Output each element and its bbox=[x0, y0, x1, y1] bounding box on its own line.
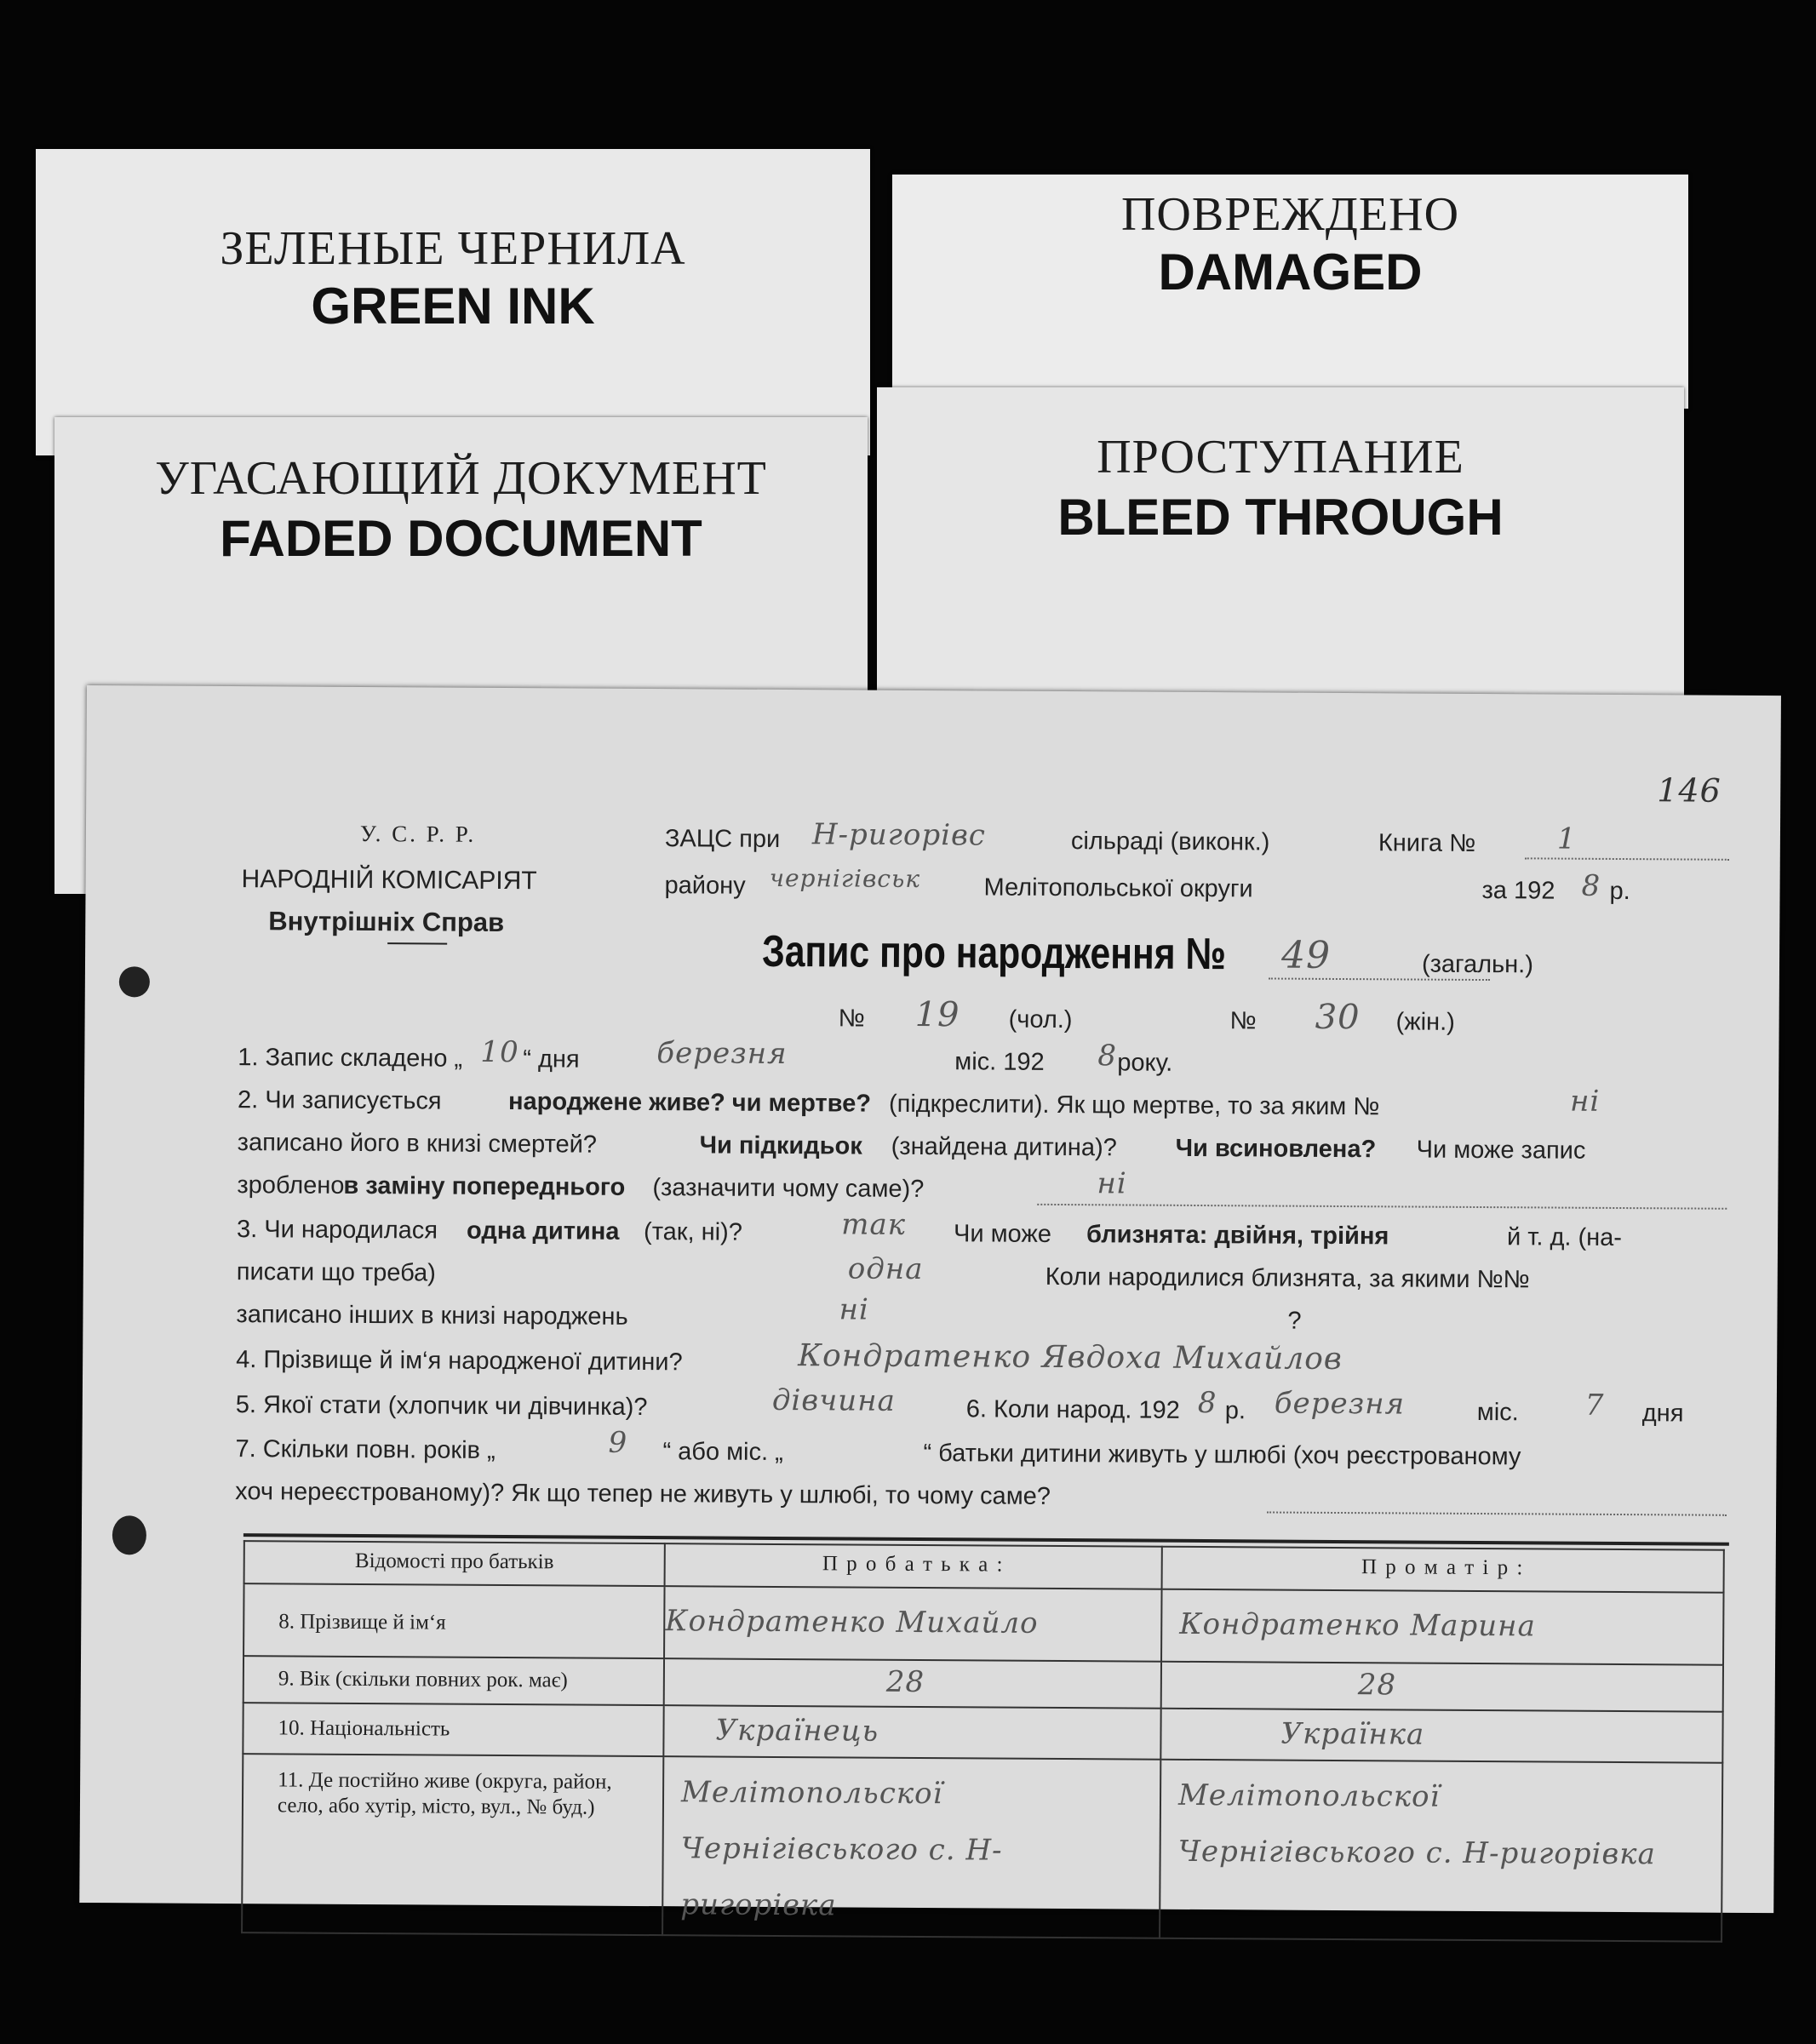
q1-day-suffix: “ дня bbox=[523, 1045, 580, 1074]
table-head-father: П р о б а т ь к а : bbox=[665, 1543, 1162, 1589]
q7-months-label: “ або міс. „ bbox=[662, 1438, 783, 1467]
q6-year-suffix: р. bbox=[1224, 1397, 1246, 1425]
silradi-label: сільраді (виконк.) bbox=[1070, 827, 1270, 856]
zags-label: ЗАЦС при bbox=[664, 825, 781, 853]
rayon-value: чернігівськ bbox=[769, 863, 921, 893]
q1-year-label: міс. 192 bbox=[954, 1048, 1045, 1076]
table-head-info: Відомості про батьків bbox=[244, 1541, 665, 1586]
zags-value: Н-ригорівс bbox=[811, 817, 987, 853]
q5-label: 5. Якої стати (хлопчик чи дівчинка)? bbox=[235, 1391, 648, 1422]
q6-year: 8 bbox=[1197, 1385, 1217, 1421]
father-residence: Мелітопольскої Чернігівського с. Н-ригорівка bbox=[680, 1775, 1003, 1923]
female-no-label: № bbox=[1229, 1007, 1257, 1035]
male-no-label: № bbox=[838, 1005, 865, 1033]
male-number: 19 bbox=[914, 994, 960, 1035]
damaged-target-card bbox=[892, 175, 1688, 409]
bleed-through-ru: ПРОСТУПАНИЕ bbox=[1097, 431, 1464, 484]
q3-line3-value: ні bbox=[839, 1292, 869, 1327]
q7-years: 9 bbox=[608, 1425, 628, 1460]
q2-alive-dead: народжене живе? чи мертве? bbox=[507, 1088, 872, 1118]
book-value: 1 bbox=[1556, 822, 1577, 856]
year-value: 8 bbox=[1581, 868, 1601, 903]
q2-foundling-note: (знайдена дитина)? bbox=[891, 1132, 1117, 1162]
father-residence-cell bbox=[662, 1756, 1160, 1938]
bleed-through-en: BLEED THROUGH bbox=[1057, 489, 1504, 546]
punch-hole-bottom bbox=[112, 1515, 146, 1554]
record-title: Запис про народження № bbox=[761, 926, 1227, 980]
q1-day: 10 bbox=[480, 1034, 519, 1070]
q3-label: 3. Чи народилася bbox=[237, 1216, 438, 1245]
q2-value: ні bbox=[1569, 1084, 1601, 1119]
row-name-label: 8. Прізвище й ім‘я bbox=[243, 1583, 665, 1658]
table-row bbox=[243, 1583, 1723, 1665]
q2-line3-dots bbox=[1037, 1204, 1727, 1210]
mother-age: 28 bbox=[1357, 1668, 1397, 1703]
q3-line2-a: писати що треба) bbox=[236, 1258, 436, 1287]
q3-value: так bbox=[841, 1207, 907, 1242]
q7-married: “ батьки дитини живуть у шлюбі (хоч реєстрованому bbox=[923, 1440, 1521, 1471]
q2-line3-a: зроблено bbox=[237, 1171, 345, 1199]
q3-etc: й т. д. (на- bbox=[1506, 1223, 1623, 1252]
year-suffix: р. bbox=[1609, 877, 1630, 906]
q3-twins: близнята: двійня, трійня bbox=[1086, 1221, 1389, 1251]
green-ink-target-card bbox=[36, 149, 870, 455]
q7-line2-dots bbox=[1267, 1511, 1727, 1515]
header-country: У. С. Р. Р. bbox=[359, 820, 477, 847]
q7-label: 7. Скільки повн. років „ bbox=[235, 1435, 496, 1464]
record-total-label: (загальн.) bbox=[1421, 950, 1534, 979]
father-nationality: Українець bbox=[715, 1713, 879, 1749]
father-name-cell bbox=[664, 1586, 1162, 1662]
table-row bbox=[243, 1703, 1722, 1763]
row-residence-label: 11. Де постійно живе (округа, район, село, або хутір, місто, вул., № буд.) bbox=[242, 1754, 663, 1935]
female-number: 30 bbox=[1315, 997, 1361, 1038]
female-label: (жін.) bbox=[1395, 1008, 1455, 1036]
father-age: 28 bbox=[885, 1664, 925, 1700]
male-label: (чол.) bbox=[1008, 1005, 1073, 1034]
q2-if-dead: (підкреслити). Як що мертве, то за яким № bbox=[888, 1090, 1380, 1121]
birth-record-document bbox=[79, 685, 1781, 1923]
punch-hole-top bbox=[119, 966, 150, 997]
q3-may-be: Чи може bbox=[953, 1220, 1052, 1248]
q3-one-child: одна дитина bbox=[466, 1217, 620, 1245]
book-dots bbox=[1525, 857, 1729, 860]
q6-day: 7 bbox=[1584, 1388, 1605, 1423]
page-number: 146 bbox=[1657, 771, 1721, 810]
q1-label: 1. Запис складено „ bbox=[238, 1044, 463, 1073]
q2-replacement: в заміну попереднього bbox=[343, 1171, 626, 1201]
father-nationality-cell bbox=[663, 1705, 1160, 1760]
year-label: за 192 bbox=[1481, 877, 1555, 905]
faded-document-ru: УГАСАЮЩИЙ ДОКУМЕНТ bbox=[155, 452, 767, 505]
table-row bbox=[242, 1754, 1722, 1942]
mother-residence: Мелітопольскої Чернігівського с. Н-ригорівка bbox=[1177, 1778, 1656, 1872]
damaged-ru: ПОВРЕЖДЕНО bbox=[1120, 188, 1460, 241]
row-nationality-label: 10. Національність bbox=[243, 1703, 663, 1756]
mother-age-cell bbox=[1161, 1662, 1723, 1712]
father-name: Кондратенко Михайло bbox=[665, 1604, 1039, 1640]
mother-residence-cell bbox=[1160, 1760, 1722, 1942]
okrug-label: Мелітопольської округи bbox=[983, 873, 1253, 903]
q1-year-suffix: року. bbox=[1117, 1049, 1173, 1077]
q3-yes-no: (так, ні)? bbox=[643, 1218, 742, 1246]
q3-line2-value: одна bbox=[847, 1251, 924, 1287]
faded-document-en: FADED DOCUMENT bbox=[220, 510, 702, 567]
green-ink-en: GREEN INK bbox=[311, 278, 595, 335]
q2-label: 2. Чи записується bbox=[237, 1086, 442, 1115]
q6-month-label: міс. bbox=[1476, 1398, 1519, 1427]
q2-line2-a: записано його в книзі смертей? bbox=[237, 1129, 598, 1159]
q3-line2-b: Коли народилися близнята, за якими №№ bbox=[1045, 1262, 1530, 1294]
q3-line3-a: записано інших в книзі народжень bbox=[236, 1301, 628, 1331]
parents-table bbox=[241, 1540, 1725, 1943]
q6-day-label: дня bbox=[1641, 1400, 1684, 1428]
mother-nationality-cell bbox=[1160, 1709, 1722, 1763]
rayon-label: району bbox=[664, 872, 746, 900]
father-age-cell bbox=[664, 1658, 1161, 1709]
q1-month: березня bbox=[656, 1036, 788, 1072]
q6-label: 6. Коли народ. 192 bbox=[965, 1395, 1180, 1424]
q2-line3-c: (зазначити чому саме)? bbox=[652, 1174, 925, 1204]
q3-line3-b: ? bbox=[1287, 1307, 1302, 1335]
damaged-en: DAMAGED bbox=[1158, 243, 1423, 301]
q2-foundling: Чи підкидьок bbox=[699, 1131, 862, 1160]
row-age-label: 9. Вік (скільки повних рок. має) bbox=[243, 1656, 664, 1705]
header-rule bbox=[387, 942, 447, 944]
book-label: Книга № bbox=[1378, 829, 1476, 857]
q1-year: 8 bbox=[1097, 1039, 1118, 1074]
mother-nationality: Українка bbox=[1280, 1716, 1425, 1752]
header-department: Внутрішніх Справ bbox=[268, 906, 505, 937]
q2-line2-e: Чи може запис bbox=[1416, 1136, 1586, 1165]
green-ink-ru: ЗЕЛЕНЫЕ ЧЕРНИЛА bbox=[220, 222, 686, 275]
q7-line2: хоч нереєстрованому)? Як що тепер не живуть у шлюбі, то чому саме? bbox=[235, 1478, 1051, 1510]
q6-month: березня bbox=[1274, 1386, 1406, 1422]
q4-value: Кондратенко Явдоха Михайлов bbox=[798, 1338, 1343, 1377]
q2-adopted: Чи всиновлена? bbox=[1175, 1134, 1377, 1164]
table-head-mother: П р о м а т і р : bbox=[1162, 1547, 1724, 1593]
mother-name-cell bbox=[1161, 1589, 1724, 1665]
q5-value: дівчина bbox=[771, 1383, 896, 1418]
record-number: 49 bbox=[1280, 933, 1332, 977]
q2-line3-value: ні bbox=[1097, 1166, 1127, 1201]
header-commissariat: НАРОДНІЙ КОМІСАРІЯТ bbox=[241, 865, 537, 896]
q4-label: 4. Прізвище й ім‘я народженої дитини? bbox=[236, 1346, 683, 1377]
mother-name: Кондратенко Марина bbox=[1179, 1606, 1536, 1644]
